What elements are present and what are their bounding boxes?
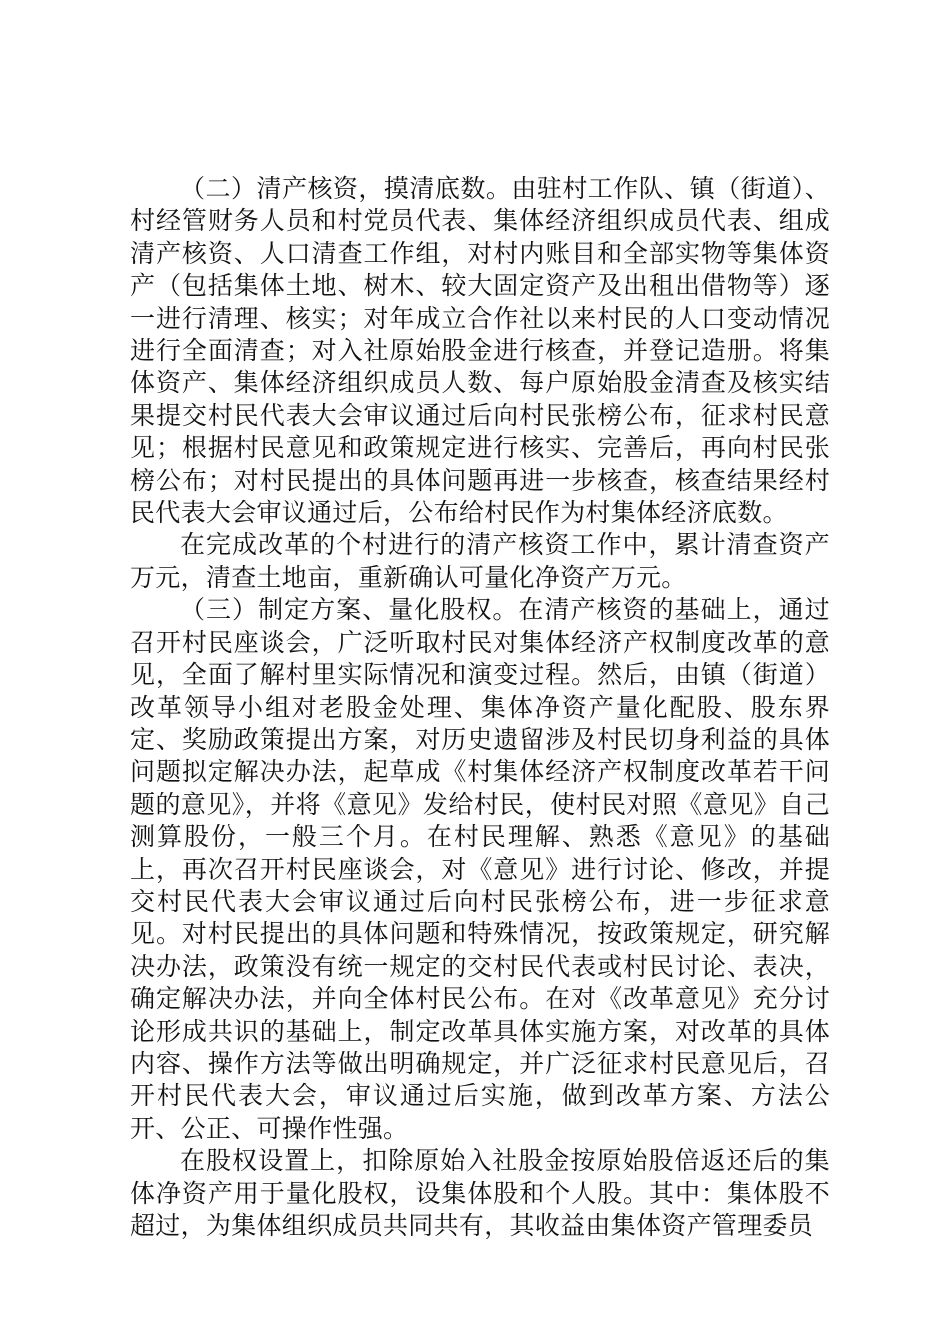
document-body [130,173,830,1242]
paragraph-equity-plan: （三）制定方案、量化股权。在清产核资的基础上，通过召开村民座谈会，广泛听取村民对集体经济产权制度改革的意见，全面了解村里实际情况和演变过程。然后，由镇（街道）改革领导小组对老股金处理、集体净资产量化配股、股东界定、奖励政策提出方案，对历史遗留涉及村民切身利益的具体问题拟定解决办法，起草成《村集体经济产权制度改革若干问题的意见》，并将《意见》发给村民，使村民对照《意见》自己测算股份，一般三个月。在村民理解、熟悉《意见》的基础上，再次召开村民座谈会，对《意见》进行讨论、修改，并提交村民代表大会审议通过后向村民张榜公布，进一步征求意见。对村民提出的具体问题和特殊情况，按政策规定，研究解决办法，政策没有统一规定的交村民代表或村民讨论、表决，确定解决办法，并向全体村民公布。在对《改革意见》充分讨论形成共识的基础上，制定改革具体实施方案，对改革的具体内容、操作方法等做出明确规定，并广泛征求村民意见后，召开村民代表大会，审议通过后实施，做到改革方案、方法公开、公正、可操作性强。 [130,595,830,1143]
paragraph-verification-results: 在完成改革的个村进行的清产核资工作中，累计清查资产万元，清查土地亩，重新确认可量化净资产万元。 [130,530,830,592]
paragraph-equity-setup: 在股权设置上，扣除原始入社股金按原始股倍返还后的集体净资产用于量化股权，设集体股和个人股。其中：集体股不超过，为集体组织成员共同共有，其收益由集体资产管理委员 [130,1146,830,1240]
paragraph-asset-verification: （二）清产核资，摸清底数。由驻村工作队、镇（街道）、村经管财务人员和村党员代表、集体经济组织成员代表、组成清产核资、人口清查工作组，对村内账目和全部实物等集体资产（包括集体土地、树木、较大固定资产及出租出借物等）逐一进行清理、核实；对年成立合作社以来村民的人口变动情况进行全面清查；对入社原始股金进行核查，并登记造册。将集体资产、集体经济组织成员人数、每户原始股金清查及核实结果提交村民代表大会审议通过后向村民张榜公布，征求村民意见；根据村民意见和政策规定进行核实、完善后，再向村民张榜公布；对村民提出的具体问题再进一步核查，核查结果经村民代表大会审议通过后，公布给村民作为村集体经济底数。 [130,174,830,528]
